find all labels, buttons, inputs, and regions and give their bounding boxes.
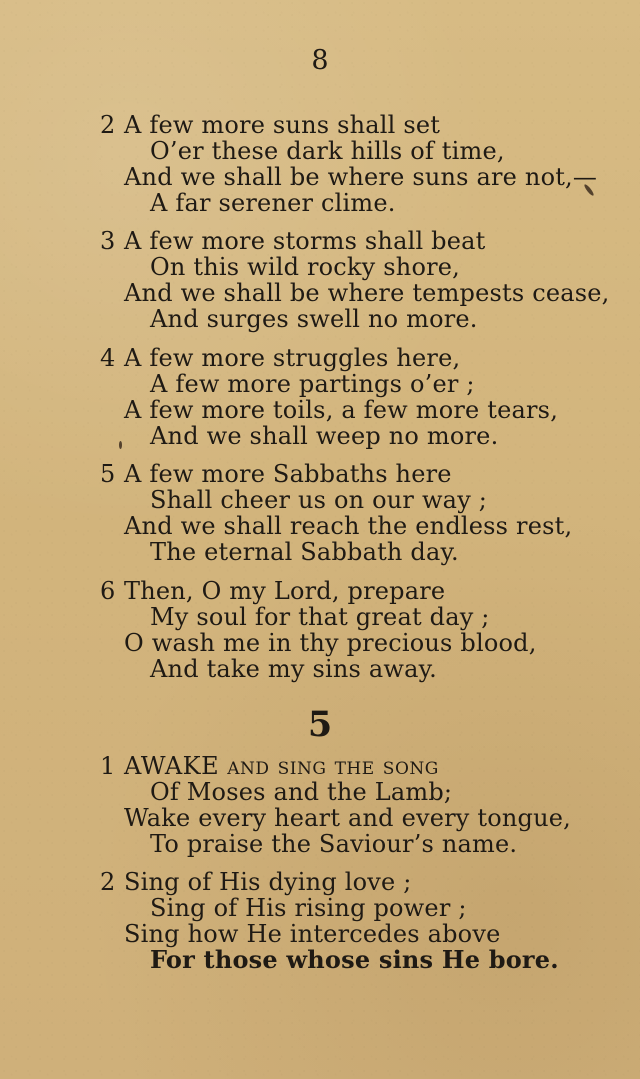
- stanza-line: My soul for that great day ;: [150, 603, 490, 631]
- stanza-line: And we shall reach the endless rest,: [124, 512, 573, 540]
- verse-number: 4: [100, 344, 116, 372]
- stanza-line: For those whose sins He bore.: [150, 945, 559, 974]
- verse-number: 1: [100, 752, 116, 780]
- stanza-line: Sing of His rising power ;: [150, 894, 467, 922]
- verse-number: 3: [100, 227, 116, 255]
- stanza-line: O’er these dark hills of time,: [150, 137, 505, 165]
- hymn-number: 5: [307, 704, 333, 745]
- stanza-line: And take my sins away.: [150, 655, 438, 683]
- verse-number: 2: [100, 111, 116, 139]
- stanza-line: A few more Sabbaths here: [124, 460, 452, 488]
- stanza-line: And we shall weep no more.: [150, 422, 499, 450]
- stanza-line: Wake every heart and every tongue,: [124, 804, 571, 832]
- stanza-line: A few more suns shall set: [124, 111, 441, 139]
- stanza-line: A few more toils, a few more tears,: [124, 396, 559, 424]
- stanza-line: And we shall be where suns are not,—: [124, 163, 598, 191]
- stanza-line: A few more storms shall beat: [124, 227, 486, 255]
- stanza-line: Sing of His dying love ;: [124, 868, 412, 896]
- verse-number: 6: [100, 577, 116, 605]
- stanza-5: [100, 461, 580, 565]
- stanza-2: [100, 111, 598, 217]
- second-hymn-stanza-1: [100, 753, 580, 857]
- verse-number: 5: [100, 460, 116, 488]
- stanza-line: A few more struggles here,: [124, 344, 461, 372]
- stanza-6: [100, 578, 580, 682]
- stanza-line: AWAKE and sing the song: [124, 752, 439, 780]
- stanza-line: Of Moses and the Lamb;: [150, 778, 453, 806]
- stanza-3: [100, 227, 610, 333]
- second-hymn-stanza-2: [100, 869, 580, 973]
- stanza-line: A far serener clime.: [150, 189, 396, 217]
- stanza-line: O wash me in thy precious blood,: [124, 629, 537, 657]
- stanza-line: Sing how He intercedes above: [124, 920, 501, 948]
- stanza-line: Shall cheer us on our way ;: [150, 486, 488, 514]
- stanza-line: And we shall be where tempests cease,: [124, 279, 610, 307]
- stanza-line: A few more partings o’er ;: [150, 370, 475, 398]
- stanza-line: And surges swell no more.: [150, 305, 478, 333]
- verse-number: 2: [100, 868, 116, 896]
- stanza-line: Then, O my Lord, prepare: [124, 577, 446, 605]
- page-number: 8: [311, 45, 329, 76]
- stanza-line: The eternal Sabbath day.: [150, 538, 459, 566]
- stanza-line: On this wild rocky shore,: [150, 253, 460, 281]
- stanza-line: To praise the Saviour’s name.: [150, 830, 518, 858]
- stanza-4: [100, 345, 580, 449]
